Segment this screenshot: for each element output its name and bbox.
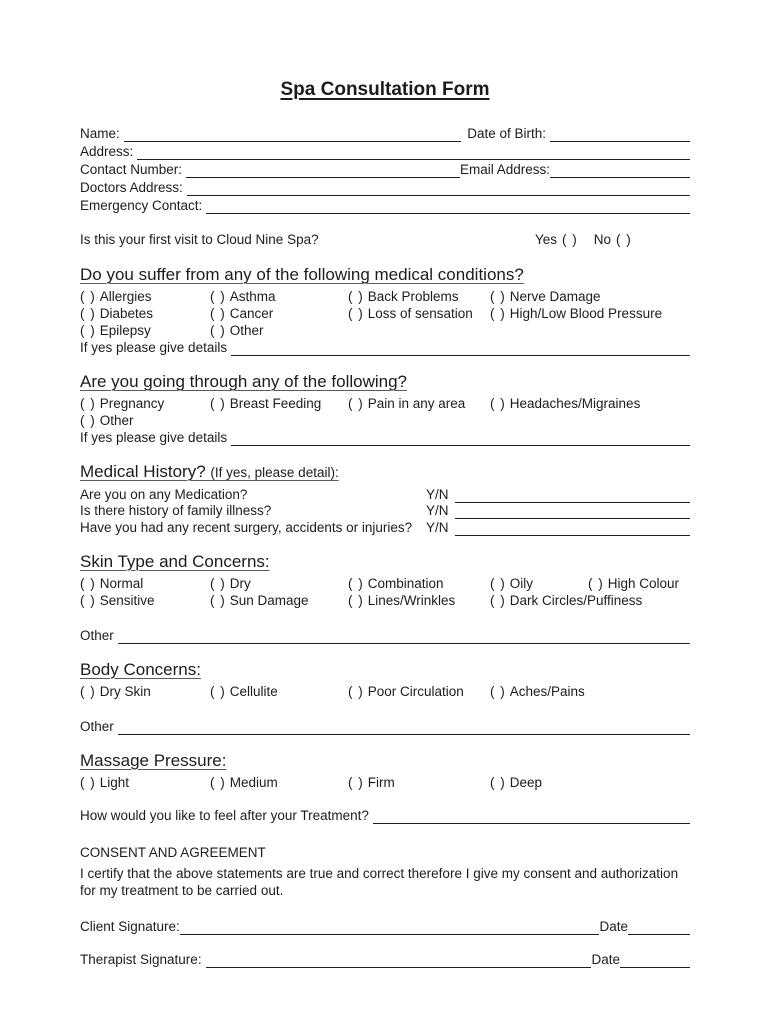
body-concerns-heading: Body Concerns:: [80, 659, 201, 679]
checkbox-normal[interactable]: [80, 575, 210, 592]
contact-number-row: [80, 160, 690, 178]
medication-question: Are you on any Medication?: [80, 486, 248, 502]
checkbox-icon[interactable]: ( ): [490, 683, 506, 699]
family-illness-yn-label: Y/N: [426, 503, 449, 518]
therapist-date-label: Date: [591, 951, 620, 967]
emergency-contact-label: Emergency Contact:: [80, 198, 203, 213]
after-treatment-row: [80, 807, 690, 824]
therapist-date-input-line[interactable]: [620, 953, 690, 968]
checkbox-oily[interactable]: [490, 575, 588, 592]
contact-number-label: Contact Number:: [80, 162, 183, 177]
following-row-1: [80, 395, 690, 412]
checkbox-label: Epilepsy: [99, 323, 151, 338]
medical-history-note: (If yes, please detail):: [210, 465, 339, 480]
dob-input-line[interactable]: [550, 127, 690, 142]
checkbox-label: Back Problems: [367, 289, 459, 304]
checkbox-icon[interactable]: ( ): [80, 413, 96, 428]
following-details-input-line[interactable]: [231, 431, 690, 446]
medical-details-label: If yes please give details: [80, 340, 228, 355]
medical-conditions-row-3: [80, 322, 690, 339]
checkbox-cancer[interactable]: [210, 305, 348, 322]
checkbox-medium[interactable]: [210, 774, 348, 791]
no-label: No: [593, 232, 612, 247]
checkbox-high-low-blood-pressure[interactable]: [490, 305, 663, 322]
checkbox-pregnancy[interactable]: [80, 395, 210, 412]
address-input-line[interactable]: [137, 145, 690, 160]
surgery-input-line[interactable]: [455, 521, 690, 536]
surgery-question: Have you had any recent surgery, accidents or injuries?: [80, 519, 413, 535]
checkbox-sun-damage[interactable]: [210, 592, 348, 609]
skin-row-2: [80, 592, 690, 609]
client-signature-input-line[interactable]: [180, 920, 600, 935]
doctors-address-label: Doctors Address:: [80, 180, 183, 195]
checkbox-high-colour[interactable]: [588, 575, 690, 592]
checkbox-icon[interactable]: ( ): [348, 774, 364, 790]
checkbox-label: Light: [99, 774, 130, 790]
checkbox-icon[interactable]: ( ): [80, 323, 96, 338]
first-visit-row: [80, 231, 690, 249]
checkbox-label: Loss of sensation: [367, 306, 473, 321]
checkbox-breast-feeding[interactable]: [210, 395, 348, 412]
checkbox-icon[interactable]: ( ): [348, 592, 364, 608]
checkbox-icon[interactable]: ( ): [210, 289, 226, 304]
checkbox-icon[interactable]: ( ): [562, 232, 578, 247]
checkbox-icon[interactable]: ( ): [588, 575, 604, 591]
checkbox-dry-skin[interactable]: [80, 683, 210, 700]
therapist-signature-input-line[interactable]: [206, 953, 592, 968]
checkbox-icon[interactable]: ( ): [348, 683, 364, 699]
checkbox-dark-circles-puffiness[interactable]: [490, 592, 643, 609]
checkbox-medical-other[interactable]: [210, 322, 348, 339]
checkbox-icon[interactable]: ( ): [490, 592, 506, 608]
yes-label: Yes: [535, 232, 558, 247]
following-details-label: If yes please give details: [80, 430, 228, 445]
skin-other-input-line[interactable]: [118, 629, 690, 644]
checkbox-icon[interactable]: ( ): [348, 575, 364, 591]
medication-question-row: [80, 486, 690, 503]
checkbox-label: Deep: [509, 774, 543, 790]
surgery-yn-label: Y/N: [426, 519, 449, 535]
family-illness-question: Is there history of family illness?: [80, 503, 272, 518]
checkbox-icon[interactable]: ( ): [348, 396, 364, 411]
checkbox-icon[interactable]: ( ): [210, 323, 226, 338]
checkbox-label: Normal: [99, 575, 144, 591]
checkbox-icon[interactable]: ( ): [80, 683, 96, 699]
checkbox-icon[interactable]: ( ): [490, 396, 506, 411]
after-treatment-label: How would you like to feel after your Treatment?: [80, 807, 369, 823]
surgery-question-row: [80, 519, 690, 536]
skin-row-1: [80, 575, 690, 592]
checkbox-icon[interactable]: ( ): [80, 289, 96, 304]
checkbox-label: Nerve Damage: [509, 289, 601, 304]
checkbox-icon[interactable]: ( ): [80, 774, 96, 790]
medication-yn-label: Y/N: [426, 486, 449, 502]
checkbox-icon[interactable]: ( ): [80, 592, 96, 608]
checkbox-cellulite[interactable]: [210, 683, 348, 700]
checkbox-label: Sun Damage: [229, 592, 309, 608]
name-input-line[interactable]: [124, 127, 461, 142]
checkbox-icon[interactable]: ( ): [616, 232, 632, 247]
checkbox-combination[interactable]: [348, 575, 490, 592]
checkbox-label: Medium: [229, 774, 278, 790]
checkbox-icon[interactable]: ( ): [490, 306, 506, 321]
checkbox-icon[interactable]: ( ): [80, 306, 96, 321]
medical-history-heading-text: Medical History?: [80, 462, 206, 481]
checkbox-icon[interactable]: ( ): [348, 289, 364, 304]
checkbox-label: Sensitive: [99, 592, 155, 608]
checkbox-icon[interactable]: ( ): [210, 306, 226, 321]
checkbox-icon[interactable]: ( ): [210, 575, 226, 591]
email-label: Email Address:: [459, 162, 550, 177]
checkbox-loss-of-sensation[interactable]: [348, 305, 490, 322]
body-other-input-line[interactable]: [118, 720, 690, 735]
checkbox-label: Dark Circles/Puffiness: [509, 592, 643, 608]
checkbox-label: Cellulite: [229, 683, 278, 699]
doctors-address-input-line[interactable]: [187, 181, 690, 196]
medical-conditions-heading: Do you suffer from any of the following medical conditions?: [80, 265, 524, 284]
consent-heading: CONSENT AND AGREEMENT: [80, 844, 266, 860]
body-concerns-row-1: [80, 683, 690, 700]
medical-details-input-line[interactable]: [231, 341, 690, 356]
checkbox-aches-pains[interactable]: [490, 683, 588, 700]
checkbox-label: Breast Feeding: [229, 396, 322, 411]
checkbox-deep[interactable]: [490, 774, 588, 791]
checkbox-icon[interactable]: ( ): [348, 306, 364, 321]
contact-number-input-line[interactable]: [186, 163, 460, 178]
checkbox-label: Cancer: [229, 306, 274, 321]
skin-type-heading: Skin Type and Concerns:: [80, 551, 270, 571]
checkbox-label: Aches/Pains: [509, 683, 585, 699]
checkbox-icon[interactable]: ( ): [80, 396, 96, 411]
checkbox-label: Lines/Wrinkles: [367, 592, 456, 608]
client-date-input-line[interactable]: [628, 920, 690, 935]
skin-other-label: Other: [80, 627, 114, 643]
checkbox-nerve-damage[interactable]: [490, 288, 601, 305]
first-visit-no-option[interactable]: [594, 231, 632, 248]
consent-text: I certify that the above statements are true and correct therefore I give my consent and authorization for my treatment to be carried out.: [80, 865, 679, 898]
massage-pressure-row-1: [80, 774, 690, 791]
name-label: Name:: [80, 126, 120, 141]
client-date-label: Date: [599, 918, 628, 934]
address-label: Address:: [80, 144, 134, 159]
medical-history-heading: [80, 461, 690, 483]
client-signature-label: Client Signature:: [80, 918, 180, 934]
checkbox-label: Allergies: [99, 289, 152, 304]
checkbox-label: Asthma: [229, 289, 276, 304]
checkbox-sensitive[interactable]: [80, 592, 210, 609]
after-treatment-input-line[interactable]: [373, 809, 690, 824]
checkbox-label: High Colour: [607, 575, 680, 591]
medication-input-line[interactable]: [455, 488, 690, 503]
medical-conditions-row-1: [80, 288, 690, 305]
checkbox-firm[interactable]: [348, 774, 490, 791]
name-row: [80, 124, 690, 142]
medical-conditions-row-2: [80, 305, 690, 322]
following-details-row: [80, 429, 690, 446]
checkbox-epilepsy[interactable]: [80, 322, 210, 339]
checkbox-label: Poor Circulation: [367, 683, 464, 699]
checkbox-following-other[interactable]: [80, 412, 210, 429]
checkbox-label: High/Low Blood Pressure: [509, 306, 663, 321]
checkbox-icon[interactable]: ( ): [210, 683, 226, 699]
body-other-label: Other: [80, 718, 114, 734]
checkbox-label: Oily: [509, 575, 533, 591]
checkbox-icon[interactable]: ( ): [490, 774, 506, 790]
dob-label: Date of Birth:: [467, 126, 546, 141]
contact-fields: [80, 124, 690, 214]
checkbox-label: Combination: [367, 575, 444, 591]
checkbox-headaches-migraines[interactable]: [490, 395, 641, 412]
medical-details-row: [80, 339, 690, 356]
checkbox-label: Diabetes: [99, 306, 154, 321]
checkbox-poor-circulation[interactable]: [348, 683, 490, 700]
checkbox-icon[interactable]: ( ): [210, 396, 226, 411]
first-visit-yes-option[interactable]: [535, 231, 578, 248]
checkbox-icon[interactable]: ( ): [80, 575, 96, 591]
checkbox-pain-in-any-area[interactable]: [348, 395, 490, 412]
therapist-signature-label: Therapist Signature:: [80, 951, 202, 967]
following-row-2: [80, 412, 690, 429]
skin-other-row: [80, 627, 690, 644]
consent-section: [80, 844, 690, 900]
checkbox-dry[interactable]: [210, 575, 348, 592]
massage-pressure-heading: Massage Pressure:: [80, 750, 227, 770]
first-visit-question: Is this your first visit to Cloud Nine Spa?: [80, 232, 319, 247]
address-row: [80, 142, 690, 160]
checkbox-asthma[interactable]: [210, 288, 348, 305]
doctors-address-row: [80, 178, 690, 196]
family-illness-input-line[interactable]: [455, 504, 690, 519]
checkbox-icon[interactable]: ( ): [490, 575, 506, 591]
emergency-contact-row: [80, 196, 690, 214]
therapist-signature-row: [80, 950, 690, 968]
email-input-line[interactable]: [550, 163, 690, 178]
emergency-contact-input-line[interactable]: [206, 199, 690, 214]
checkbox-label: Other: [99, 413, 134, 428]
page-title: Spa Consultation Form: [280, 79, 490, 100]
family-illness-question-row: [80, 503, 690, 520]
checkbox-icon[interactable]: ( ): [210, 592, 226, 608]
checkbox-allergies[interactable]: [80, 288, 210, 305]
checkbox-icon[interactable]: ( ): [490, 289, 506, 304]
checkbox-icon[interactable]: ( ): [210, 774, 226, 790]
checkbox-back-problems[interactable]: [348, 288, 490, 305]
checkbox-label: Dry Skin: [99, 683, 151, 699]
client-signature-row: [80, 917, 690, 935]
checkbox-lines-wrinkles[interactable]: [348, 592, 490, 609]
checkbox-diabetes[interactable]: [80, 305, 210, 322]
first-visit-options: [535, 231, 632, 248]
checkbox-label: Dry: [229, 575, 251, 591]
checkbox-label: Pregnancy: [99, 396, 165, 411]
checkbox-light[interactable]: [80, 774, 210, 791]
following-heading: Are you going through any of the following?: [80, 372, 408, 391]
checkbox-label: Other: [229, 323, 264, 338]
checkbox-label: Pain in any area: [367, 396, 466, 411]
body-other-row: [80, 718, 690, 735]
checkbox-label: Headaches/Migraines: [509, 396, 641, 411]
checkbox-label: Firm: [367, 774, 395, 790]
